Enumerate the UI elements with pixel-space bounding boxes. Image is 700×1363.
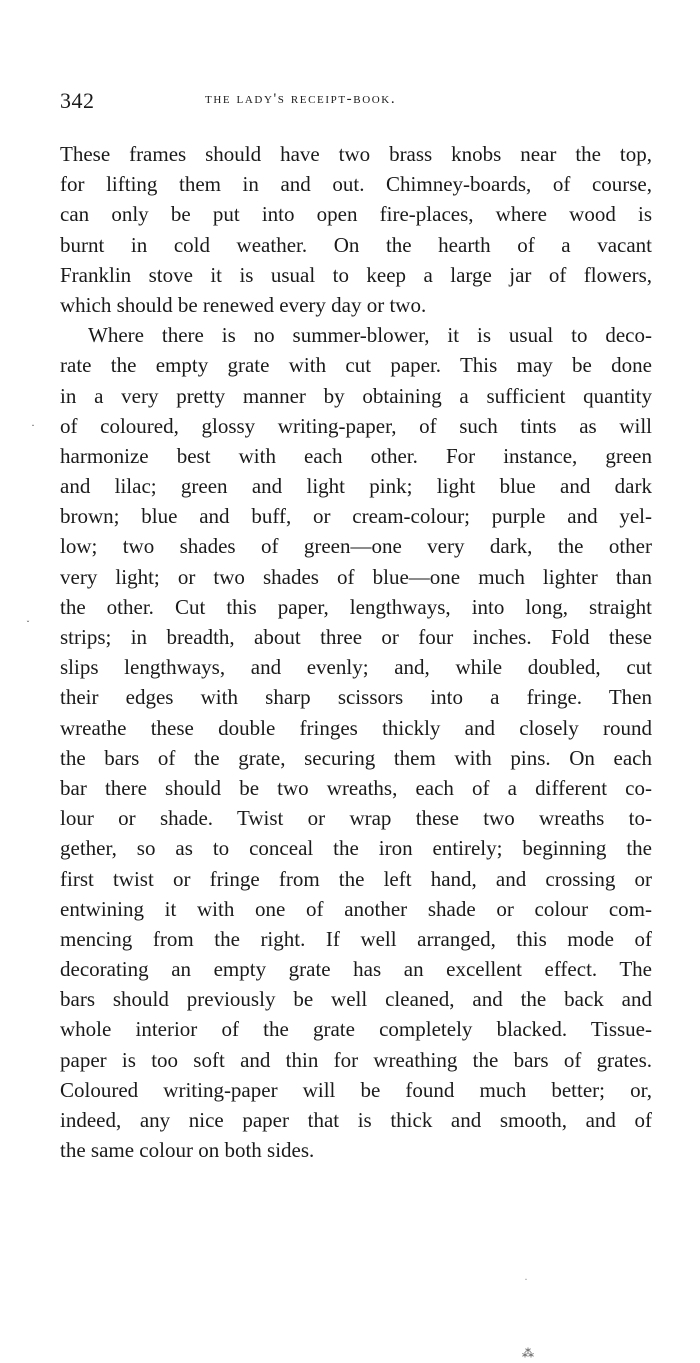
margin-speck: ·	[524, 1272, 528, 1286]
text-line: burnt in cold weather. On the hearth of a vacant	[60, 232, 652, 257]
text-line: of coloured, glossy writing-paper, of such tints as will	[60, 413, 652, 438]
text-line: entwining it with one of another shade or colour com-	[60, 896, 652, 921]
text-line: brown; blue and buff, or cream-colour; purple and yel-	[60, 504, 652, 529]
text-line: harmonize best with each other. For instance, green	[60, 443, 652, 468]
paragraph-2	[60, 320, 652, 1165]
text-line: lour or shade. Twist or wrap these two wreaths to-	[60, 806, 652, 831]
text-line: Coloured writing-paper will be found much better; or,	[60, 1077, 652, 1102]
text-line: can only be put into open fire-places, where wood is	[60, 202, 652, 227]
text-line: Franklin stove it is usual to keep a large jar of flowers,	[60, 262, 652, 287]
text-line: the other. Cut this paper, lengthways, into long, straight	[60, 594, 652, 619]
text-line: wreathe these double fringes thickly and closely round	[60, 715, 652, 740]
margin-speck: ˯	[26, 609, 30, 623]
text-line: their edges with sharp scissors into a fringe. Then	[60, 685, 652, 710]
body-text	[60, 139, 652, 1165]
margin-speck: ·	[31, 418, 35, 432]
margin-speck: ⁂	[522, 1346, 534, 1360]
text-line: low; two shades of green—one very dark, the other	[60, 534, 652, 559]
text-line: strips; in breadth, about three or four inches. Fold these	[60, 625, 652, 649]
paragraph-1	[60, 139, 652, 320]
text-line: bars should previously be well cleaned, and the back and	[60, 987, 652, 1012]
text-line: for lifting them in and out. Chimney-boards, of course,	[60, 172, 652, 197]
text-line: decorating an empty grate has an excellent effect. The	[60, 957, 652, 982]
text-line: Where there is no summer-blower, it is usual to deco-	[88, 323, 652, 348]
text-line: whole interior of the grate completely blacked. Tissue-	[60, 1017, 652, 1042]
text-line: slips lengthways, and evenly; and, while doubled, cut	[60, 655, 652, 680]
text-line: These frames should have two brass knobs near the top,	[60, 142, 652, 166]
text-line: very light; or two shades of blue—one much lighter than	[60, 564, 652, 589]
text-line: paper is too soft and thin for wreathing the bars of grates.	[60, 1047, 652, 1072]
running-title: the lady's receipt-book.	[205, 91, 397, 107]
page-number: 342	[60, 88, 95, 113]
text-line: rate the empty grate with cut paper. This may be done	[60, 353, 652, 378]
text-line: gether, so as to conceal the iron entirely; beginning the	[60, 836, 652, 861]
text-line: in a very pretty manner by obtaining a sufficient quantity	[60, 383, 652, 408]
text-line: mencing from the right. If well arranged, this mode of	[60, 926, 652, 951]
text-line: the same colour on both sides.	[60, 1138, 315, 1163]
text-line: the bars of the grate, securing them with pins. On each	[60, 745, 652, 770]
text-line: and lilac; green and light pink; light blue and dark	[60, 474, 652, 499]
running-head	[60, 88, 652, 118]
text-line: which should be renewed every day or two.	[60, 292, 427, 317]
text-line: indeed, any nice paper that is thick and smooth, and of	[60, 1108, 652, 1132]
text-line: bar there should be two wreaths, each of a different co-	[60, 775, 652, 800]
text-line: first twist or fringe from the left hand, and crossing or	[60, 866, 652, 891]
